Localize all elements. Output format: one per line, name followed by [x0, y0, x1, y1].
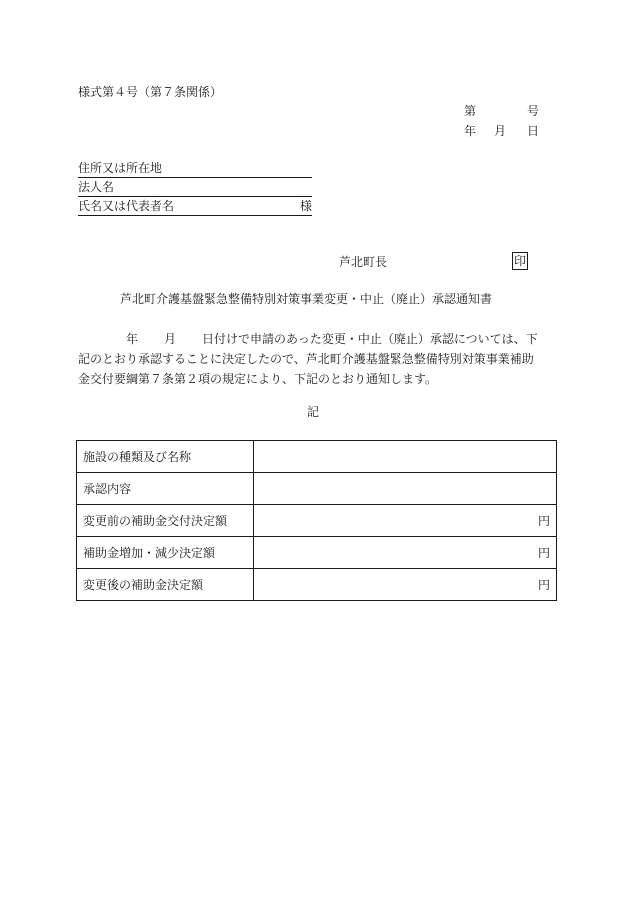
table-row	[77, 569, 557, 601]
document-title: 芦北町介護基盤緊急整備特別対策事業変更・中止（廃止）承認通知書	[120, 292, 493, 306]
address-field	[78, 160, 312, 178]
body-line-2: 記のとおり承認することに決定したので、芦北町介護基盤緊急整備特別対策事業補助	[78, 352, 534, 366]
date-year-label: 年	[464, 124, 477, 138]
representative-field	[78, 198, 312, 216]
table-row-label: 変更前の補助金交付決定額	[77, 505, 254, 537]
ki-heading: 記	[307, 405, 320, 419]
date-day-label: 日	[527, 124, 540, 138]
table-row-label: 変更後の補助金決定額	[77, 569, 254, 601]
table-row-label: 施設の種類及び名称	[77, 441, 254, 473]
body-line-3: 金交付要綱第７条第２項の規定により、下記のとおり通知します。	[78, 372, 438, 386]
table-row-label: 承認内容	[77, 473, 254, 505]
document-number-suffix: 号	[527, 104, 540, 118]
corporation-field	[78, 179, 312, 197]
issuer-title: 芦北町長	[339, 255, 388, 269]
table-row	[77, 505, 557, 537]
table-row	[77, 441, 557, 473]
table-row-value: 円	[254, 505, 557, 537]
body-line-1-text: 日付けで申請のあった変更・中止（廃止）承認については、下	[202, 332, 538, 346]
table-row-value: 円	[254, 569, 557, 601]
table-row-value	[254, 473, 557, 505]
table-row	[77, 537, 557, 569]
date-month-label: 月	[494, 124, 507, 138]
representative-label: 氏名又は代表者名	[78, 199, 175, 213]
body-year: 年	[126, 332, 139, 346]
address-label: 住所又は所在地	[78, 161, 163, 175]
body-line-1	[78, 329, 558, 349]
honorific: 様	[299, 199, 312, 213]
details-table	[76, 440, 557, 601]
form-number: 様式第４号（第７条関係）	[78, 85, 223, 99]
document-number-prefix: 第	[464, 104, 477, 118]
table-row-value	[254, 441, 557, 473]
table-row-value: 円	[254, 537, 557, 569]
corporation-label: 法人名	[78, 180, 115, 194]
body-month: 月	[164, 332, 177, 346]
seal-mark: 印	[513, 254, 526, 268]
table-row-label: 補助金増加・減少決定額	[77, 537, 254, 569]
notice-body	[78, 329, 558, 389]
table-row	[77, 473, 557, 505]
